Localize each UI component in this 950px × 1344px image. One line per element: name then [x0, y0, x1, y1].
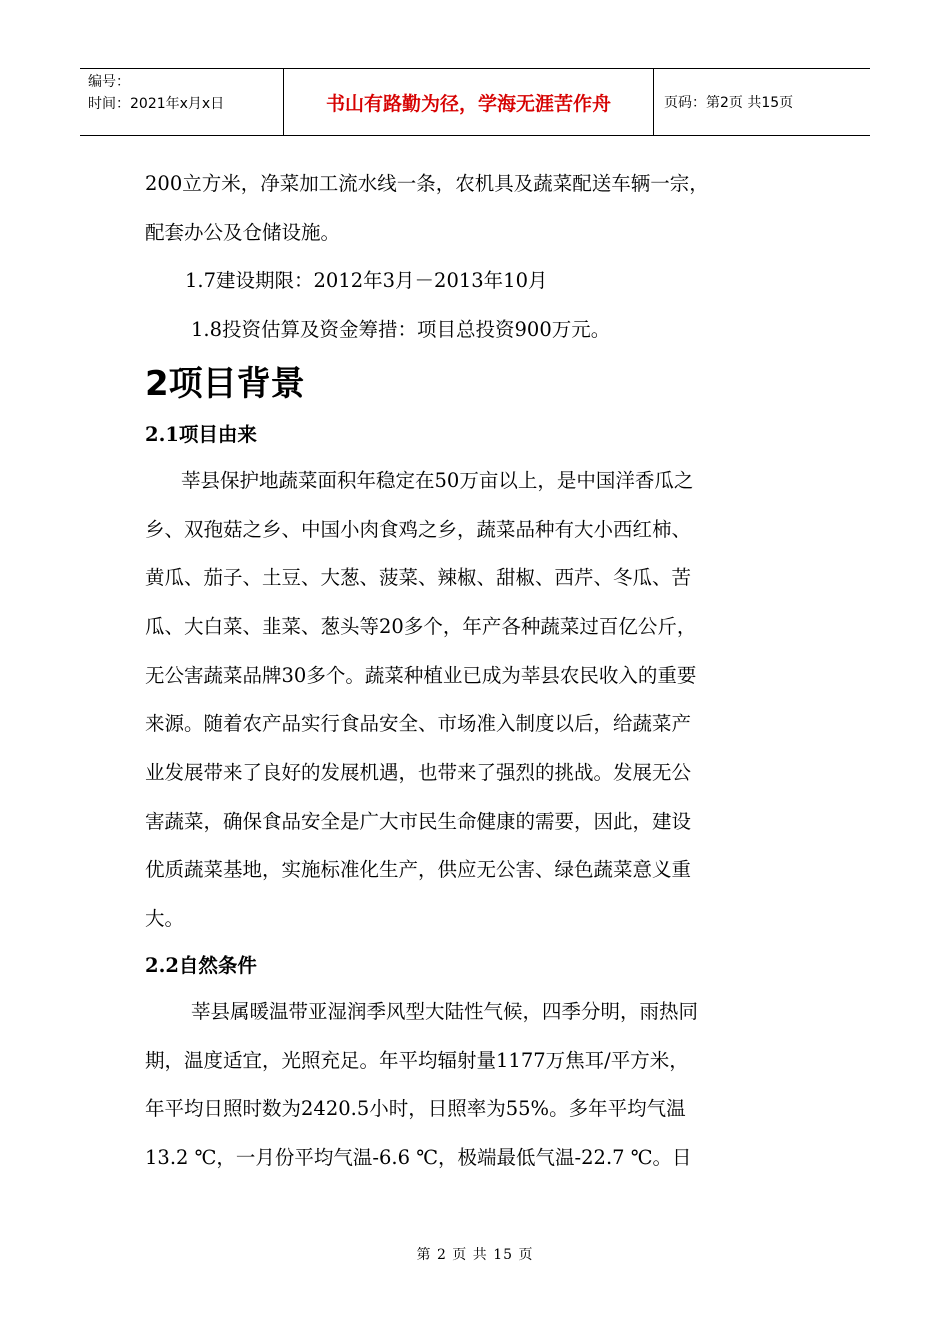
- subsection-title: 2.2自然条件: [145, 953, 257, 977]
- paragraph-line: 瓜、大白菜、韭菜、葱头等20多个，年产各种蔬菜过百亿公斤，: [145, 614, 697, 638]
- body-line: 配套办公及仓储设施。: [145, 220, 341, 244]
- document-body: [145, 160, 810, 1183]
- paragraph-line: 年平均日照时数为2420.5小时，日照率为55%。多年平均气温: [145, 1097, 686, 1121]
- paragraph-line: 莘县属暖温带亚湿润季风型大陆性气候，四季分明，雨热同: [191, 999, 699, 1023]
- page-footer: 第 2 页 共 15 页: [416, 1247, 534, 1263]
- paragraph-line: 业发展带来了良好的发展机遇，也带来了强烈的挑战。发展无公: [145, 761, 692, 785]
- paragraph-line: 莘县保护地蔬菜面积年稳定在50万亩以上，是中国洋香瓜之: [181, 468, 694, 492]
- paragraph-line: 优质蔬菜基地，实施标准化生产，供应无公害、绿色蔬菜意义重: [145, 858, 692, 882]
- paragraph-line: 大。: [145, 907, 185, 931]
- number-label: 编号：: [88, 74, 130, 90]
- paragraph-line: 13.2 ℃，一月份平均气温-6.6 ℃，极端最低气温-22.7 ℃。日: [145, 1145, 692, 1169]
- body-line: 1.7建设期限：2012年3月－2013年10月: [185, 269, 548, 293]
- time-label: 时间：2021年x月x日: [88, 96, 225, 112]
- section-title: 2项目背景: [145, 363, 305, 404]
- paragraph-line: 乡、双孢菇之乡、中国小肉食鸡之乡，蔬菜品种有大小西红柿、: [145, 517, 692, 541]
- header-meta: [80, 69, 284, 135]
- paragraph-line: 期，温度适宜，光照充足。年平均辐射量1177万焦耳/平方米，: [145, 1048, 689, 1072]
- paragraph-line: 害蔬菜，确保食品安全是广大市民生命健康的需要，因此，建设: [145, 809, 692, 833]
- paragraph-line: 来源。随着农产品实行食品安全、市场准入制度以后，给蔬菜产: [145, 712, 692, 736]
- body-line: 1.8投资估算及资金筹措：项目总投资900万元。: [191, 318, 611, 342]
- body-line: 200立方米，净菜加工流水线一条，农机具及蔬菜配送车辆一宗，: [145, 172, 709, 195]
- paragraph-line: 黄瓜、茄子、土豆、大葱、菠菜、辣椒、甜椒、西芹、冬瓜、苦: [145, 566, 692, 590]
- header-page-info: 页码：第2页 共15页: [664, 95, 794, 111]
- subsection-title: 2.1项目由来: [145, 422, 257, 446]
- page-header: [80, 68, 870, 136]
- header-motto: 书山有路勤为径，学海无涯苦作舟: [284, 69, 654, 135]
- paragraph-line: 无公害蔬菜品牌30多个。蔬菜种植业已成为莘县农民收入的重要: [145, 663, 697, 687]
